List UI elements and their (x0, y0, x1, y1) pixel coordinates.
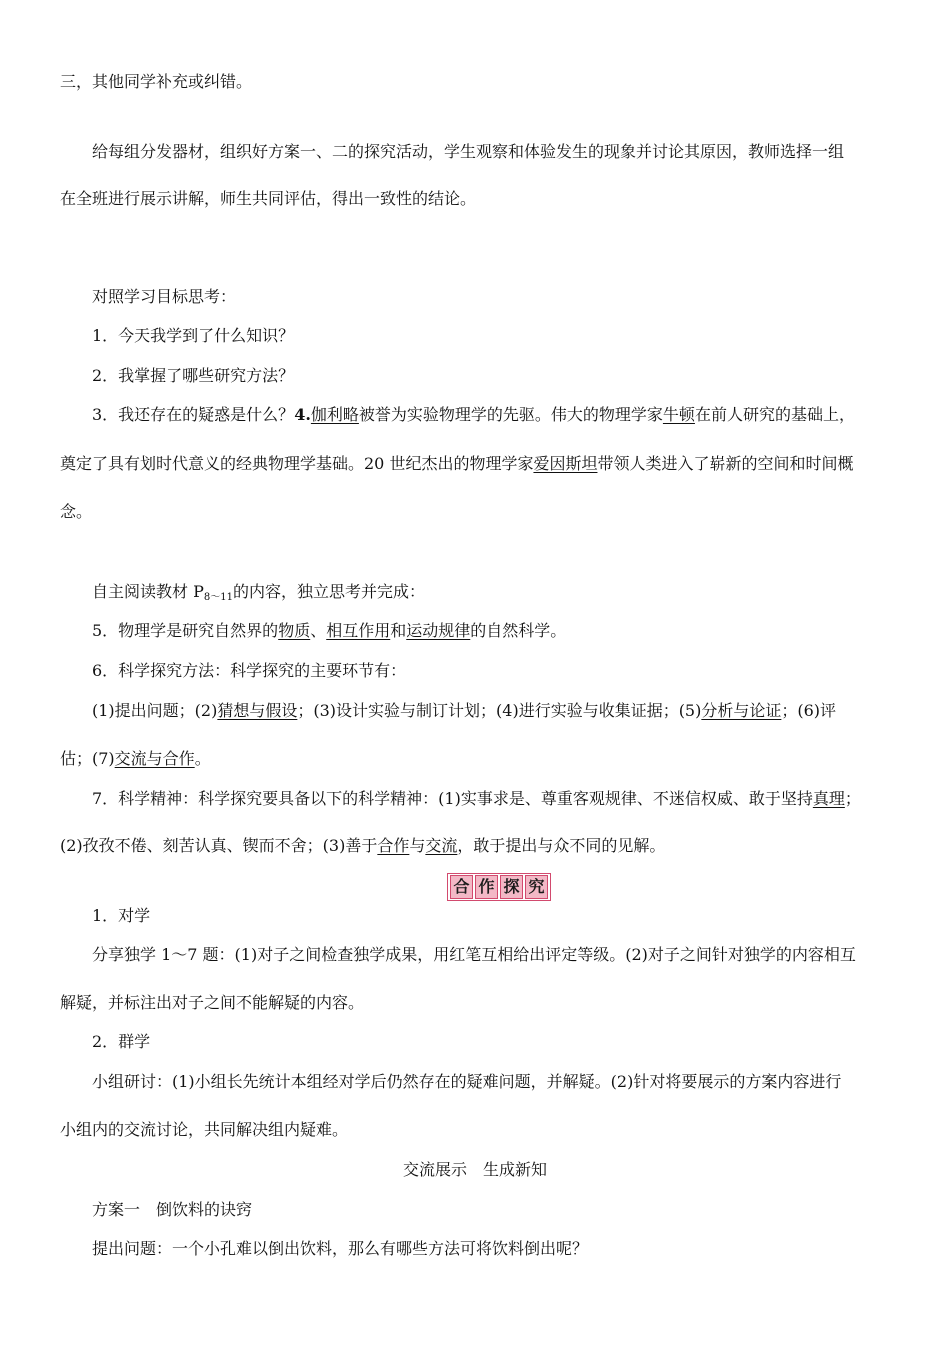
answer-blank: 猜想与假设 (217, 701, 298, 720)
text: (2)孜孜不倦、刻苦认真、锲而不舍；(3)善于 (60, 836, 378, 855)
paragraph-line: 给每组分发器材，组织好方案一、二的探究活动，学生观察和体验发生的现象并讨论其原因，教师选择一组 (92, 142, 845, 161)
question-6-items (60, 749, 211, 769)
text: ； (844, 789, 861, 808)
answer-blank: 运动规律 (406, 621, 471, 640)
text: 和 (390, 621, 407, 640)
question-1: 1．今天我学到了什么知识？ (92, 326, 295, 345)
subsection-heading: 1．对学 (92, 906, 151, 925)
text: 自主阅读教材 P (92, 582, 204, 601)
badge-char: 究 (525, 875, 548, 899)
text: 被誉为实验物理学的先驱。伟大的物理学家 (358, 405, 663, 424)
question-7-cont (60, 836, 665, 856)
text: 。 (194, 749, 211, 768)
subsection-heading: 2．群学 (92, 1032, 151, 1051)
plan-heading: 方案一 倒饮料的诀窍 (92, 1200, 253, 1219)
item-number: 4. (294, 405, 311, 424)
section-title: 交流展示 生成新知 (402, 1160, 547, 1179)
paragraph-line: 小组内的交流讨论，共同解决组内疑难。 (60, 1120, 349, 1139)
question-6-items (92, 701, 836, 721)
answer-blank: 物质 (278, 621, 311, 640)
text: ；(6)评 (781, 701, 837, 720)
text: 奠定了具有划时代意义的经典物理学基础。20 世纪杰出的物理学家 (60, 454, 534, 473)
text-line: 三，其他同学补充或纠错。 (60, 72, 253, 91)
paragraph-line: 小组研讨：(1)小组长先统计本组经对学后仍然存在的疑难问题，并解疑。(2)针对将要展示的方案内容进行 (92, 1072, 842, 1091)
paragraph-line: 在全班进行展示讲解，师生共同评估，得出一致性的结论。 (60, 189, 477, 208)
paragraph-line (60, 454, 853, 474)
page-range: 8～11 (203, 592, 233, 603)
answer-blank: 牛顿 (662, 405, 695, 424)
question-6: 6．科学探究方法：科学探究的主要环节有： (92, 661, 407, 680)
question-7 (92, 789, 861, 809)
reflection-heading: 对照学习目标思考： (92, 287, 237, 306)
question-2: 2．我掌握了哪些研究方法？ (92, 366, 295, 385)
paragraph-line: 提出问题：一个小孔难以倒出饮料，那么有哪些方法可将饮料倒出呢？ (92, 1239, 589, 1258)
paragraph-line: 分享独学 1～7 题：(1)对子之间检查独学成果，用红笔互相给出评定等级。(2)对子之间针对独学的内容相互 (92, 945, 856, 964)
text: 与 (409, 836, 426, 855)
text: 在前人研究的基础上， (694, 405, 855, 424)
answer-blank: 交流 (425, 836, 458, 855)
text: 7．科学精神：科学探究要具备以下的科学精神：(1)实事求是、尊重客观规律、不迷信权威、敢于坚持 (92, 789, 813, 808)
text: 5．物理学是研究自然界的 (92, 621, 279, 640)
reading-instruction (92, 582, 425, 608)
answer-blank: 合作 (377, 836, 410, 855)
text: 带领人类进入了崭新的空间和时间概 (597, 454, 854, 473)
question-3 (92, 405, 855, 425)
section-badge (447, 873, 551, 901)
answer-blank: 真理 (812, 789, 845, 808)
answer-blank: 相互作用 (326, 621, 391, 640)
question-5 (92, 621, 566, 641)
text: 估；(7) (60, 749, 115, 768)
answer-blank: 交流与合作 (114, 749, 195, 768)
paragraph-line: 解疑，并标注出对子之间不能解疑的内容。 (60, 993, 365, 1012)
text: 的自然科学。 (470, 621, 567, 640)
badge-char: 探 (500, 875, 523, 899)
text: (1)提出问题；(2) (92, 701, 218, 720)
text: 3．我还存在的疑惑是什么？ (92, 405, 295, 424)
text: ；(3)设计实验与制订计划；(4)进行实验与收集证据；(5) (297, 701, 702, 720)
answer-blank: 伽利略 (310, 405, 359, 424)
badge-char: 作 (475, 875, 498, 899)
paragraph-line: 念。 (60, 502, 93, 521)
answer-blank: 分析与论证 (701, 701, 782, 720)
text: 、 (310, 621, 327, 640)
text: ，敢于提出与众不同的见解。 (457, 836, 666, 855)
badge-char: 合 (450, 875, 473, 899)
answer-blank: 爱因斯坦 (533, 454, 598, 473)
text: 的内容，独立思考并完成： (232, 582, 425, 601)
